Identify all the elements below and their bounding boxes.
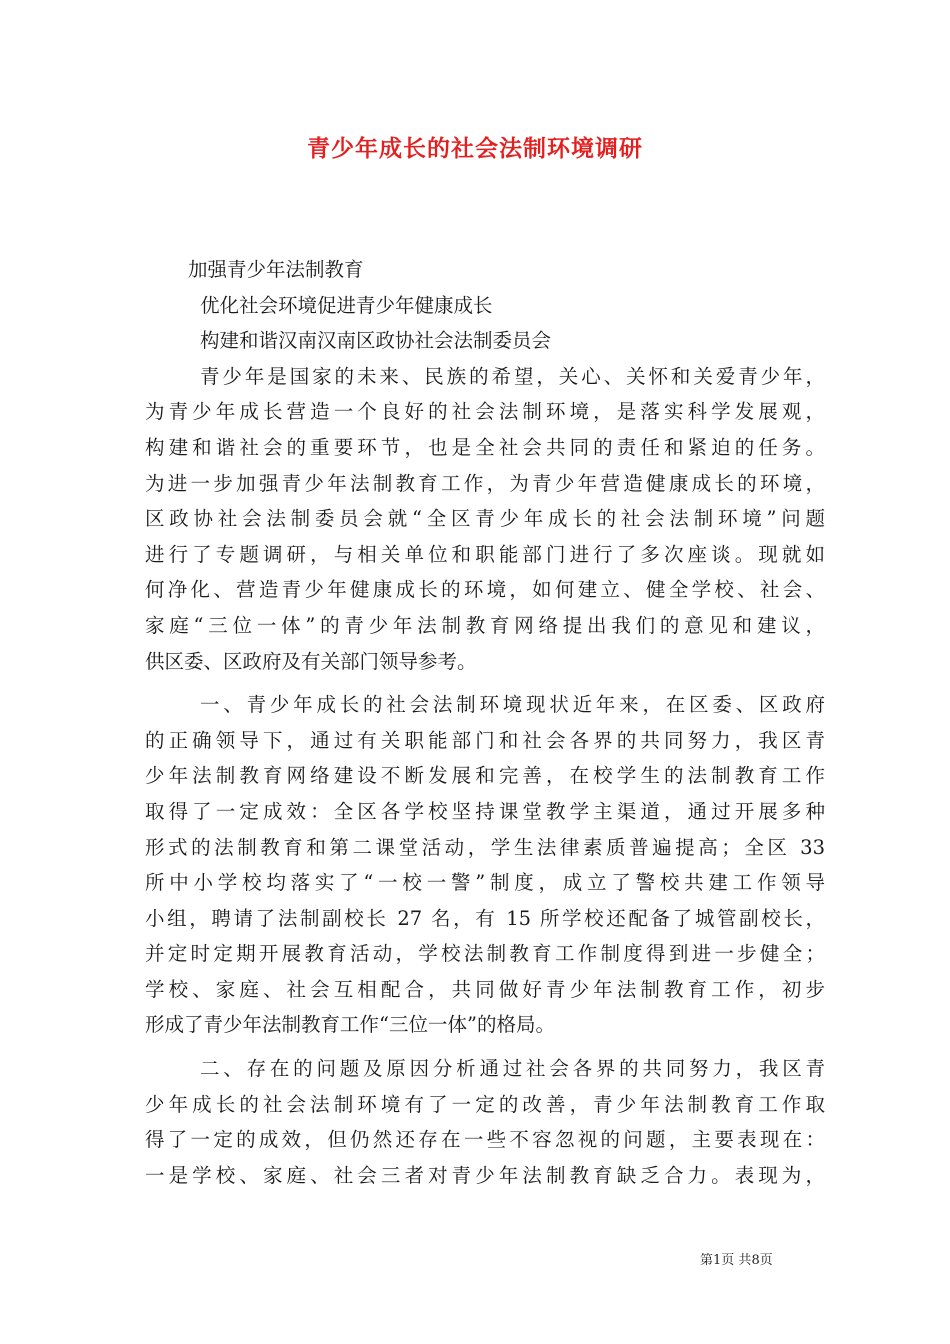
paragraph-line: 的正确领导下，通过有关职能部门和社会各界的共同努力，我区青 [145, 728, 825, 752]
paragraph-line: 区政协社会法制委员会就“全区青少年成长的社会法制环境”问题 [145, 507, 825, 531]
paragraph-line: 构建和谐社会的重要环节，也是全社会共同的责任和紧迫的任务。 [145, 435, 825, 459]
paragraph-line: 小组，聘请了法制副校长 27 名，有 15 所学校还配备了城管副校长， [145, 906, 825, 930]
paragraph-line: 何净化、营造青少年健康成长的环境，如何建立、健全学校、社会、 [145, 578, 825, 602]
paragraph-line: 形成了青少年法制教育工作“三位一体”的格局。 [145, 1013, 555, 1037]
paragraph-line: 取得了一定成效：全区各学校坚持课堂教学主渠道，通过开展多种 [145, 799, 825, 823]
paragraph-line: 得了一定的成效，但仍然还存在一些不容忽视的问题，主要表现在： [145, 1128, 825, 1152]
paragraph-line: 一是学校、家庭、社会三者对青少年法制教育缺乏合力。表现为， [145, 1163, 825, 1187]
footer-prefix: 第 [700, 1253, 714, 1268]
document-title: 青少年成长的社会法制环境调研 [307, 135, 643, 162]
footer-current-page: 1 [713, 1253, 722, 1268]
footer-suffix: 页 [759, 1253, 773, 1268]
paragraph-line: 为青少年成长营造一个良好的社会法制环境，是落实科学发展观， [145, 400, 825, 424]
paragraph-line: 青少年是国家的未来、民族的希望，关心、关怀和关爱青少年， [200, 364, 825, 388]
subtitle-line: 加强青少年法制教育 [188, 258, 364, 281]
paragraph-line: 所中小学校均落实了“一校一警”制度，成立了警校共建工作领导 [145, 871, 825, 895]
document-body [145, 252, 825, 1193]
page-number-footer [700, 1249, 830, 1268]
paragraph-line: 家庭“三位一体”的青少年法制教育网络提出我们的意见和建议， [145, 613, 825, 637]
paragraph-line: 二、存在的问题及原因分析通过社会各界的共同努力，我区青 [200, 1057, 825, 1081]
paragraph-line: 一、青少年成长的社会法制环境现状近年来，在区委、区政府 [200, 693, 825, 717]
paragraph-line: 为进一步加强青少年法制教育工作，为青少年营造健康成长的环境， [145, 471, 825, 495]
subtitle-line: 构建和谐汉南汉南区政协社会法制委员会 [200, 329, 552, 353]
subtitle-line: 优化社会环境促进青少年健康成长 [200, 293, 493, 317]
paragraph-line: 形式的法制教育和第二课堂活动，学生法律素质普遍提高；全区 33 [145, 835, 825, 859]
footer-middle: 页 共 [721, 1253, 752, 1268]
footer-total-pages: 8 [751, 1253, 760, 1268]
paragraph-line: 供区委、区政府及有关部门领导参考。 [145, 649, 477, 673]
paragraph-line: 少年成长的社会法制环境有了一定的改善，青少年法制教育工作取 [145, 1092, 825, 1116]
paragraph-line: 少年法制教育网络建设不断发展和完善，在校学生的法制教育工作 [145, 764, 825, 788]
paragraph-line: 进行了专题调研，与相关单位和职能部门进行了多次座谈。现就如 [145, 542, 825, 566]
paragraph-line: 学校、家庭、社会互相配合，共同做好青少年法制教育工作，初步 [145, 977, 825, 1001]
paragraph-line: 并定时定期开展教育活动，学校法制教育工作制度得到进一步健全； [145, 942, 825, 966]
